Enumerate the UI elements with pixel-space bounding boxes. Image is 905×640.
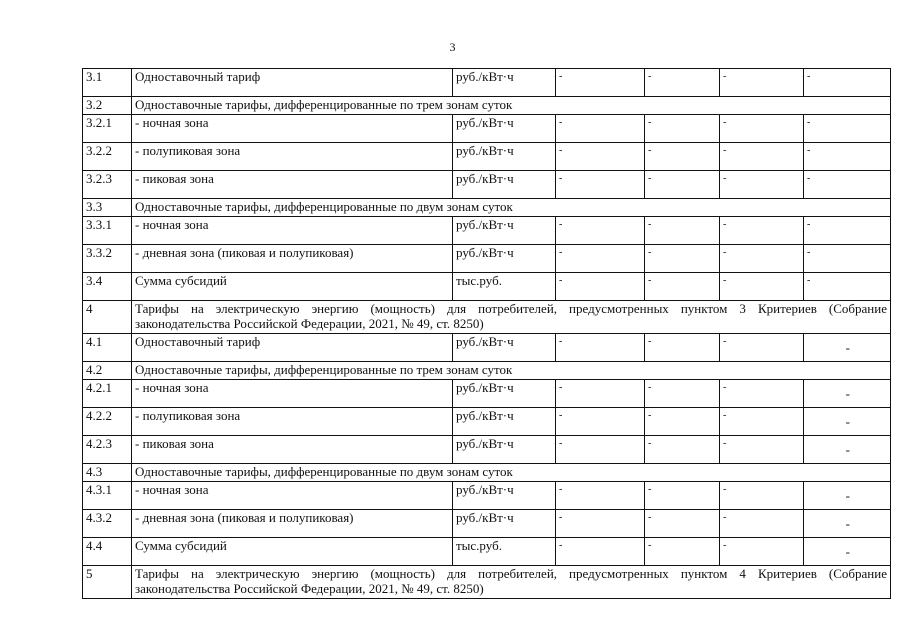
row-number: 3.2.2 xyxy=(83,143,132,171)
row-number: 3.1 xyxy=(83,69,132,97)
row-description: - полупиковая зона xyxy=(132,408,453,436)
table-row xyxy=(83,115,891,143)
row-description: Одноставочные тарифы, дифференцированные по двум зонам суток xyxy=(132,199,891,217)
row-description: - ночная зона xyxy=(132,115,453,143)
row-number: 4.2.2 xyxy=(83,408,132,436)
row-description: Одноставочные тарифы, дифференцированные по трем зонам суток xyxy=(132,97,891,115)
table-row xyxy=(83,380,891,408)
table-row xyxy=(83,510,891,538)
value-cell: - xyxy=(645,408,720,436)
table-row xyxy=(83,217,891,245)
value-cell: - xyxy=(720,380,804,408)
table-row xyxy=(83,408,891,436)
section-row xyxy=(83,566,891,599)
row-description: Тарифы на электрическую энергию (мощность) для потребителей, предусмотренных пунктом 3 Критериев (Собрание законодательства Российской Федерации, 2021, № 49, ст. 8250) xyxy=(132,301,891,334)
value-cell: - xyxy=(645,69,720,97)
row-number: 3.2 xyxy=(83,97,132,115)
row-description: Одноставочные тарифы, дифференцированные по двум зонам суток xyxy=(132,464,891,482)
value-cell: - xyxy=(645,334,720,362)
row-unit: тыс.руб. xyxy=(453,273,556,301)
value-cell: - xyxy=(804,143,891,171)
row-description: Одноставочный тариф xyxy=(132,334,453,362)
value-cell: - xyxy=(645,436,720,464)
row-unit: руб./кВт·ч xyxy=(453,245,556,273)
row-number: 4.3.2 xyxy=(83,510,132,538)
value-cell: - xyxy=(645,538,720,566)
row-unit: руб./кВт·ч xyxy=(453,380,556,408)
value-cell: - xyxy=(556,69,645,97)
row-number: 4.2.1 xyxy=(83,380,132,408)
value-cell: - xyxy=(556,408,645,436)
value-cell: - xyxy=(804,510,891,538)
value-cell: - xyxy=(645,380,720,408)
value-cell: - xyxy=(720,115,804,143)
value-cell: - xyxy=(556,171,645,199)
row-number: 3.3.1 xyxy=(83,217,132,245)
value-cell: - xyxy=(645,510,720,538)
value-cell: - xyxy=(556,115,645,143)
value-cell: - xyxy=(804,482,891,510)
row-description: - дневная зона (пиковая и полупиковая) xyxy=(132,510,453,538)
row-number: 4.2.3 xyxy=(83,436,132,464)
table-row xyxy=(83,171,891,199)
row-number: 3.3.2 xyxy=(83,245,132,273)
value-cell: - xyxy=(720,436,804,464)
value-cell: - xyxy=(556,143,645,171)
page-number: 3 xyxy=(449,40,456,54)
value-cell: - xyxy=(804,245,891,273)
row-number: 5 xyxy=(83,566,132,599)
section-row xyxy=(83,97,891,115)
value-cell: - xyxy=(556,538,645,566)
table-row xyxy=(83,436,891,464)
row-unit: руб./кВт·ч xyxy=(453,217,556,245)
row-description: Сумма субсидий xyxy=(132,273,453,301)
row-description: - ночная зона xyxy=(132,380,453,408)
row-number: 4.3 xyxy=(83,464,132,482)
row-unit: руб./кВт·ч xyxy=(453,115,556,143)
value-cell: - xyxy=(804,69,891,97)
section-row xyxy=(83,362,891,380)
row-description: - пиковая зона xyxy=(132,171,453,199)
tariff-table xyxy=(82,68,891,599)
value-cell: - xyxy=(804,538,891,566)
row-number: 4 xyxy=(83,301,132,334)
value-cell: - xyxy=(556,510,645,538)
row-number: 3.2.3 xyxy=(83,171,132,199)
value-cell: - xyxy=(804,436,891,464)
value-cell: - xyxy=(645,482,720,510)
value-cell: - xyxy=(720,171,804,199)
value-cell: - xyxy=(804,273,891,301)
value-cell: - xyxy=(556,436,645,464)
value-cell: - xyxy=(556,273,645,301)
row-unit: руб./кВт·ч xyxy=(453,334,556,362)
value-cell: - xyxy=(645,245,720,273)
row-description: Тарифы на электрическую энергию (мощность) для потребителей, предусмотренных пунктом 4 Критериев (Собрание законодательства Российской Федерации, 2021, № 49, ст. 8250) xyxy=(132,566,891,599)
value-cell: - xyxy=(556,482,645,510)
value-cell: - xyxy=(720,334,804,362)
value-cell: - xyxy=(645,171,720,199)
value-cell: - xyxy=(645,115,720,143)
value-cell: - xyxy=(720,69,804,97)
row-number: 3.4 xyxy=(83,273,132,301)
row-number: 4.3.1 xyxy=(83,482,132,510)
value-cell: - xyxy=(720,143,804,171)
row-number: 4.2 xyxy=(83,362,132,380)
value-cell: - xyxy=(720,245,804,273)
table-row xyxy=(83,482,891,510)
value-cell: - xyxy=(720,217,804,245)
row-unit: руб./кВт·ч xyxy=(453,171,556,199)
section-row xyxy=(83,199,891,217)
section-row xyxy=(83,301,891,334)
row-unit: руб./кВт·ч xyxy=(453,436,556,464)
section-row xyxy=(83,464,891,482)
row-number: 3.2.1 xyxy=(83,115,132,143)
row-description: Одноставочный тариф xyxy=(132,69,453,97)
row-unit: тыс.руб. xyxy=(453,538,556,566)
row-description: - пиковая зона xyxy=(132,436,453,464)
value-cell: - xyxy=(720,273,804,301)
row-unit: руб./кВт·ч xyxy=(453,482,556,510)
value-cell: - xyxy=(556,245,645,273)
row-number: 3.3 xyxy=(83,199,132,217)
row-description: - ночная зона xyxy=(132,482,453,510)
row-number: 4.1 xyxy=(83,334,132,362)
value-cell: - xyxy=(720,482,804,510)
value-cell: - xyxy=(720,538,804,566)
row-description: - ночная зона xyxy=(132,217,453,245)
table-row xyxy=(83,69,891,97)
value-cell: - xyxy=(720,408,804,436)
value-cell: - xyxy=(556,217,645,245)
value-cell: - xyxy=(804,334,891,362)
row-unit: руб./кВт·ч xyxy=(453,510,556,538)
row-description: - полупиковая зона xyxy=(132,143,453,171)
value-cell: - xyxy=(645,143,720,171)
row-number: 4.4 xyxy=(83,538,132,566)
row-unit: руб./кВт·ч xyxy=(453,69,556,97)
value-cell: - xyxy=(556,380,645,408)
value-cell: - xyxy=(804,115,891,143)
value-cell: - xyxy=(720,510,804,538)
row-description: - дневная зона (пиковая и полупиковая) xyxy=(132,245,453,273)
row-unit: руб./кВт·ч xyxy=(453,408,556,436)
value-cell: - xyxy=(804,217,891,245)
value-cell: - xyxy=(804,171,891,199)
table-row xyxy=(83,245,891,273)
value-cell: - xyxy=(804,408,891,436)
value-cell: - xyxy=(645,217,720,245)
value-cell: - xyxy=(556,334,645,362)
row-description: Сумма субсидий xyxy=(132,538,453,566)
table-row xyxy=(83,538,891,566)
table-row xyxy=(83,334,891,362)
table-row xyxy=(83,273,891,301)
row-description: Одноставочные тарифы, дифференцированные по трем зонам суток xyxy=(132,362,891,380)
row-unit: руб./кВт·ч xyxy=(453,143,556,171)
value-cell: - xyxy=(804,380,891,408)
value-cell: - xyxy=(645,273,720,301)
table-row xyxy=(83,143,891,171)
